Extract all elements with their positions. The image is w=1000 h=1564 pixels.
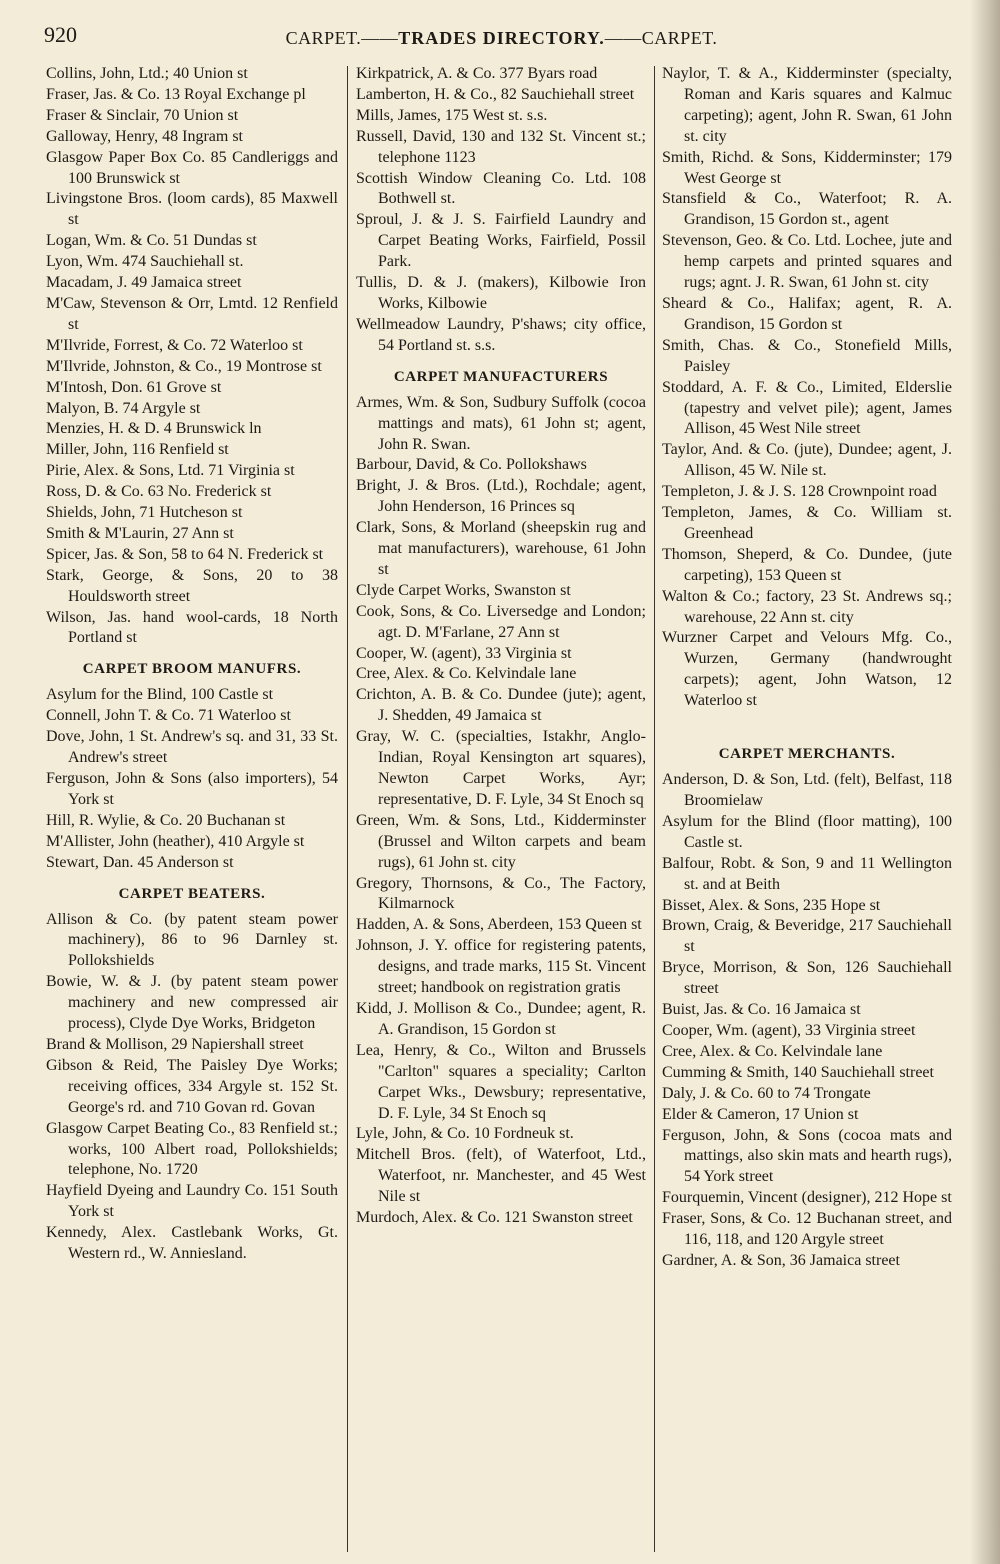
column-3 — [662, 64, 952, 1554]
directory-entry: Ross, D. & Co. 63 No. Frederick st — [46, 483, 272, 501]
directory-entry: Dove, John, 1 St. Andrew's sq. and 31, 33 St. Andrew's street — [46, 728, 338, 767]
directory-entry: M'Intosh, Don. 61 Grove st — [46, 378, 222, 396]
directory-entry: Ferguson, John & Sons (also importers), 54 York st — [46, 770, 338, 808]
directory-entry: Smith, Richd. & Sons, Kidderminster; 179 West George st — [662, 148, 952, 187]
directory-entry: Kennedy, Alex. Castlebank Works, Gt. Western rd., W. Anniesland. — [46, 1224, 338, 1263]
directory-entry: Gray, W. C. (specialties, Istakhr, Anglo-Indian, Royal Kensington art squares), Newton Carpet Works, Ayr; representative, D. F. Lyle, 34 St Enoch sq — [356, 728, 646, 808]
directory-entry: Russell, David, 130 and 132 St. Vincent st.; telephone 1123 — [356, 127, 646, 166]
section-heading-carpet-merchants: CARPET MERCHANTS. — [718, 746, 896, 763]
directory-entry: Smith, Chas. & Co., Stonefield Mills, Paisley — [662, 336, 952, 375]
directory-entry: Bowie, W. & J. (by patent steam power machinery and new compressed air process), Clyde Dye Works, Bridgeton — [46, 973, 338, 1033]
directory-entry: Macadam, J. 49 Jamaica street — [46, 274, 242, 292]
directory-entry: Lyle, John, & Co. 10 Fordneuk st. — [356, 1125, 574, 1143]
directory-entry: Taylor, And. & Co. (jute), Dundee; agent, J. Allison, 45 W. Nile st. — [662, 441, 952, 480]
directory-entry: Gibson & Reid, The Paisley Dye Works; receiving offices, 334 Argyle st. 152 St. George's rd. and 710 Govan rd. Govan — [46, 1056, 338, 1116]
directory-entry: Cook, Sons, & Co. Liversedge and London; agt. D. M'Farlane, 27 Ann st — [356, 602, 646, 641]
column-3-block-1 — [662, 64, 952, 712]
column-2-block-2 — [356, 393, 646, 1229]
directory-entry: Lyon, Wm. 474 Sauchiehall st. — [46, 253, 244, 271]
directory-entry: Hill, R. Wylie, & Co. 20 Buchanan st — [46, 811, 286, 829]
directory-entry: Johnson, J. Y. office for registering patents, designs, and trade marks, 115 St. Vincent street; handbook on registration gratis — [356, 937, 646, 997]
running-head — [44, 28, 959, 49]
directory-entry: Smith & M'Laurin, 27 Ann st — [46, 524, 234, 542]
directory-entry: Armes, Wm. & Son, Sudbury Suffolk (cocoa mattings and mats), 61 John st; agent, John R. Swan. — [356, 393, 646, 453]
directory-entry: Crichton, A. B. & Co. Dundee (jute); agent, J. Shedden, 49 Jamaica st — [356, 686, 646, 725]
directory-entry: Cree, Alex. & Co. Kelvindale lane — [662, 1042, 883, 1060]
page-number: 920 — [44, 22, 77, 47]
section-gap — [662, 712, 952, 734]
directory-entry: Walton & Co.; factory, 23 St. Andrews sq.; warehouse, 22 Ann st. city — [662, 587, 952, 626]
directory-entry: Stark, George, & Sons, 20 to 38 Houldsworth street — [46, 566, 338, 605]
running-head-right: CARPET. — [641, 28, 718, 48]
directory-entry: Cumming & Smith, 140 Sauchiehall street — [662, 1063, 934, 1081]
directory-entry: Clyde Carpet Works, Swanston st — [356, 581, 571, 599]
directory-entry: Fraser & Sinclair, 70 Union st — [46, 106, 239, 124]
directory-entry: Bryce, Morrison, & Son, 126 Sauchiehall street — [662, 959, 952, 998]
directory-entry: Murdoch, Alex. & Co. 121 Swanston street — [356, 1209, 633, 1227]
directory-entry: Sheard & Co., Halifax; agent, R. A. Grandison, 15 Gordon st — [662, 294, 952, 333]
directory-entry: Stewart, Dan. 45 Anderson st — [46, 853, 234, 871]
directory-entry: Tullis, D. & J. (makers), Kilbowie Iron Works, Kilbowie — [356, 274, 646, 312]
page-edge-shadow — [970, 0, 1000, 1564]
column-2 — [356, 64, 646, 1554]
directory-entry: Menzies, H. & D. 4 Brunswick ln — [46, 420, 262, 438]
directory-entry: Anderson, D. & Son, Ltd. (felt), Belfast, 118 Broomielaw — [662, 771, 952, 809]
section-heading-carpet-broom-manufrs: CARPET BROOM MANUFRS. — [82, 661, 302, 678]
directory-entry: Hayfield Dyeing and Laundry Co. 151 South York st — [46, 1182, 338, 1221]
directory-entry: Fourquemin, Vincent (designer), 212 Hope st — [662, 1189, 952, 1207]
column-3-block-2 — [662, 770, 952, 1272]
directory-entry: Templeton, J. & J. S. 128 Crownpoint road — [662, 483, 937, 501]
directory-entry: Brown, Craig, & Beveridge, 217 Sauchiehall st — [662, 917, 952, 956]
page-header — [44, 22, 959, 56]
directory-entry: M'Caw, Stevenson & Orr, Lmtd. 12 Renfield st — [46, 294, 338, 333]
directory-entry: Miller, John, 116 Renfield st — [46, 441, 229, 459]
directory-entry: Elder & Cameron, 17 Union st — [662, 1105, 859, 1123]
directory-entry: Glasgow Carpet Beating Co., 83 Renfield st.; works, 100 Albert road, Pollokshields; telephone, No. 1720 — [46, 1119, 338, 1179]
directory-entry: Spicer, Jas. & Son, 58 to 64 N. Frederick st — [46, 545, 324, 563]
directory-entry: Thomson, Sheperd, & Co. Dundee, (jute carpeting), 153 Queen st — [662, 545, 952, 584]
directory-entry: M'Allister, John (heather), 410 Argyle st — [46, 832, 305, 850]
column-rule-1 — [347, 66, 348, 1552]
directory-entry: Fraser, Sons, & Co. 12 Buchanan street, and 116, 118, and 120 Argyle street — [662, 1210, 952, 1249]
directory-entry: Mitchell Bros. (felt), of Waterfoot, Ltd., Waterfoot, nr. Manchester, and 45 West Nile st — [356, 1146, 646, 1206]
column-1-block-1 — [46, 64, 338, 649]
directory-entry: Fraser, Jas. & Co. 13 Royal Exchange pl — [46, 85, 306, 103]
column-1-block-3 — [46, 910, 338, 1265]
directory-entry: Daly, J. & Co. 60 to 74 Trongate — [662, 1084, 871, 1102]
directory-entry: Galloway, Henry, 48 Ingram st — [46, 127, 243, 145]
directory-entry: Sproul, J. & J. S. Fairfield Laundry and Carpet Beating Works, Fairfield, Possil Park. — [356, 211, 646, 271]
directory-entry: Malyon, B. 74 Argyle st — [46, 399, 201, 417]
directory-entry: M'Ilvride, Forrest, & Co. 72 Waterloo st — [46, 336, 303, 354]
directory-entry: Clark, Sons, & Morland (sheepskin rug and mat manufacturers), warehouse, 61 John st — [356, 519, 646, 578]
directory-entry: Lamberton, H. & Co., 82 Sauchiehall street — [356, 85, 635, 103]
directory-entry: Barbour, David, & Co. Pollokshaws — [356, 456, 587, 474]
directory-entry: Mills, James, 175 West st. s.s. — [356, 106, 548, 124]
directory-entry: Pirie, Alex. & Sons, Ltd. 71 Virginia st — [46, 462, 295, 480]
directory-entry: Asylum for the Blind (floor matting), 100 Castle st. — [662, 812, 952, 851]
directory-entry: Glasgow Paper Box Co. 85 Candleriggs and 100 Brunswick st — [46, 148, 338, 187]
directory-entry: Collins, John, Ltd.; 40 Union st — [46, 65, 248, 82]
directory-entry: Bright, J. & Bros. (Ltd.), Rochdale; agent, John Henderson, 16 Princes sq — [356, 477, 646, 516]
directory-entry: Wilson, Jas. hand wool-cards, 18 North Portland st — [46, 608, 338, 647]
column-2-block-1 — [356, 64, 646, 357]
directory-entry: Bisset, Alex. & Sons, 235 Hope st — [662, 896, 881, 914]
directory-entry: Lea, Henry, & Co., Wilton and Brussels "Carlton" squares a speciality; Carlton Carpet Wks., Dewsbury; representative, D. F. Lyle, 34 St Enoch sq — [356, 1041, 646, 1122]
directory-entry: Kirkpatrick, A. & Co. 377 Byars road — [356, 65, 598, 82]
running-head-dash-left: —— — [361, 28, 399, 48]
directory-entry: Kidd, J. Mollison & Co., Dundee; agent, R. A. Grandison, 15 Gordon st — [356, 999, 646, 1038]
directory-entry: Shields, John, 71 Hutcheson st — [46, 504, 243, 522]
directory-entry: Stansfield & Co., Waterfoot; R. A. Grandison, 15 Gordon st., agent — [662, 190, 952, 229]
directory-entry: Wurzner Carpet and Velours Mfg. Co., Wurzen, Germany (handwrought carpets); agent, John Watson, 12 Waterloo st — [662, 629, 952, 710]
directory-entry: Brand & Mollison, 29 Napiershall street — [46, 1035, 304, 1053]
directory-entry: Connell, John T. & Co. 71 Waterloo st — [46, 707, 291, 725]
running-head-dash-right: —— — [604, 28, 642, 48]
directory-entry: Cree, Alex. & Co. Kelvindale lane — [356, 665, 577, 683]
directory-entry: Naylor, T. & A., Kidderminster (specialty, Roman and Karis squares and Kalmuc carpeting); agent, John R. Swan, 61 John st. city — [662, 65, 952, 145]
directory-entry: Balfour, Robt. & Son, 9 and 11 Wellington st. and at Beith — [662, 854, 952, 893]
running-head-left: CARPET. — [285, 28, 362, 48]
section-heading-carpet-manufacturers: CARPET MANUFACTURERS — [393, 368, 609, 385]
directory-entry: Buist, Jas. & Co. 16 Jamaica st — [662, 1001, 861, 1019]
directory-entry: Gregory, Thornsons, & Co., The Factory, Kilmarnock — [356, 874, 646, 913]
directory-entry: Wellmeadow Laundry, P'shaws; city office, 54 Portland st. s.s. — [356, 315, 646, 354]
directory-entry: Allison & Co. (by patent steam power machinery), 86 to 96 Darnley st. Pollokshields — [46, 910, 338, 970]
column-1-block-2 — [46, 685, 338, 873]
directory-entry: Templeton, James, & Co. William st. Greenhead — [662, 504, 952, 542]
directory-entry: Logan, Wm. & Co. 51 Dundas st — [46, 232, 257, 250]
directory-entry: Hadden, A. & Sons, Aberdeen, 153 Queen st — [356, 916, 642, 934]
directory-entry: Cooper, W. (agent), 33 Virginia st — [356, 644, 572, 662]
directory-entry: Stoddard, A. F. & Co., Limited, Elderslie (tapestry and velvet pile); agent, James Allison, 45 West Nile street — [662, 378, 952, 438]
directory-entry: Cooper, Wm. (agent), 33 Virginia street — [662, 1021, 916, 1039]
directory-entry: Asylum for the Blind, 100 Castle st — [46, 686, 274, 704]
directory-entry: Stevenson, Geo. & Co. Ltd. Lochee, jute and hemp carpets and printed squares and rugs; agnt. J. R. Swan, 61 John st. city — [662, 232, 952, 292]
directory-entry: Livingstone Bros. (loom cards), 85 Maxwell st — [46, 190, 338, 229]
directory-entry: M'Ilvride, Johnston, & Co., 19 Montrose st — [46, 357, 322, 375]
directory-entry: Ferguson, John, & Sons (cocoa mats and mattings, also skin mats and hearth rugs), 54 York street — [662, 1126, 952, 1186]
column-1 — [46, 64, 338, 1554]
directory-entry: Green, Wm. & Sons, Ltd., Kidderminster (Brussel and Wilton carpets and beam rugs), 61 John st. city — [356, 811, 646, 871]
directory-entry: Gardner, A. & Son, 36 Jamaica street — [662, 1251, 900, 1269]
running-head-center: TRADES DIRECTORY. — [398, 28, 605, 48]
directory-entry: Scottish Window Cleaning Co. Ltd. 108 Bothwell st. — [356, 169, 646, 208]
column-rule-2 — [654, 66, 655, 1552]
section-heading-carpet-beaters: CARPET BEATERS. — [118, 885, 266, 902]
